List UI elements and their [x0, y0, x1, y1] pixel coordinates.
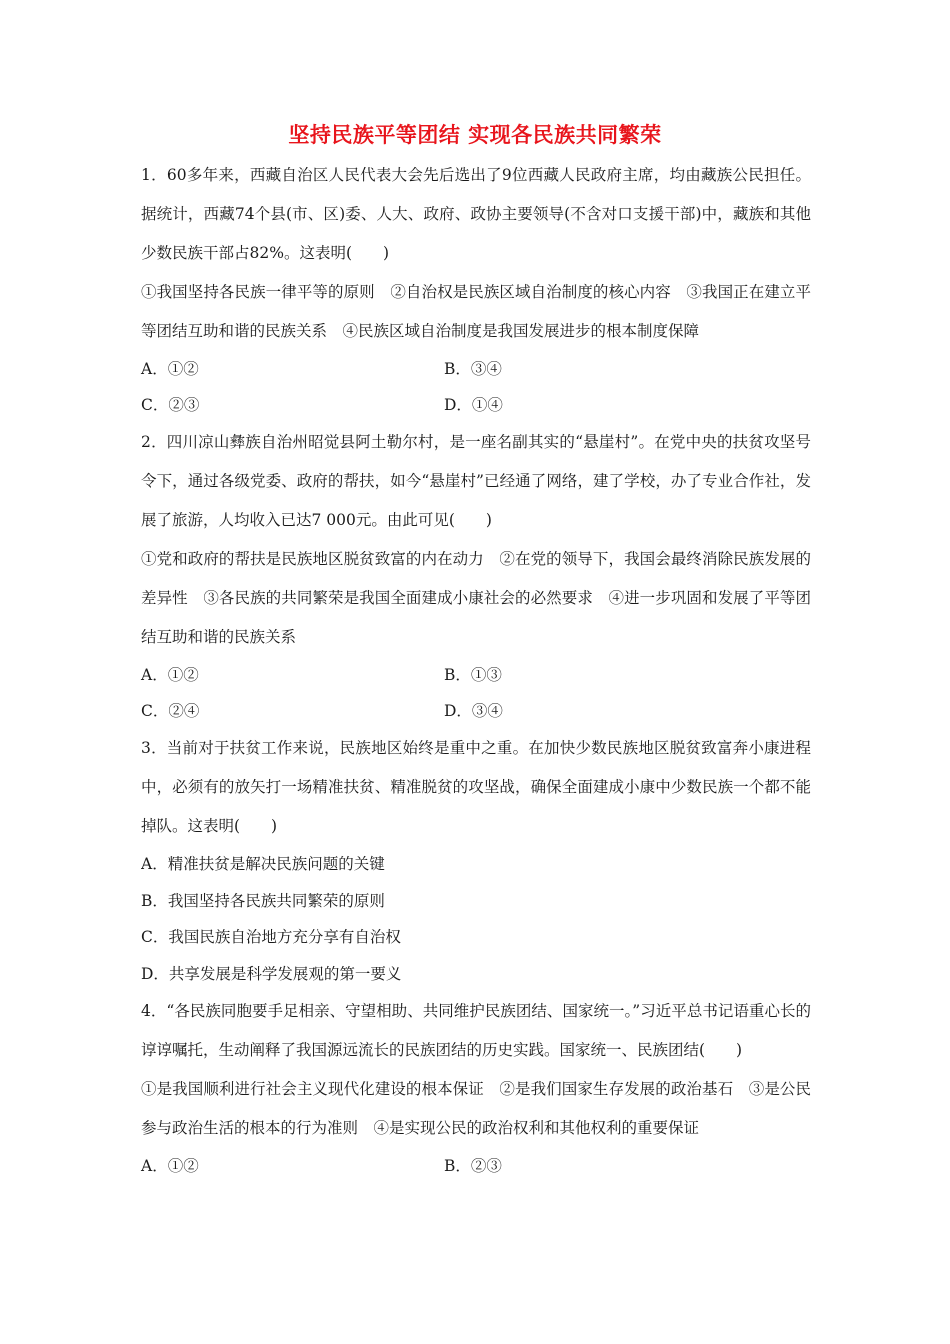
question-4 [141, 992, 811, 1184]
option-row [141, 693, 811, 729]
option-c[interactable]: C．②③ [141, 396, 200, 414]
option-d[interactable]: D．①④ [444, 396, 503, 414]
question-3 [141, 729, 811, 992]
question-statements: ①党和政府的帮扶是民族地区脱贫致富的内在动力 ②在党的领导下，我国会最终消除民族发展的差异性 ③各民族的共同繁荣是我国全面建成小康社会的必然要求 ④进一步巩固和发展了平等团结互助和谐的民族关系 [141, 550, 811, 646]
choice-b[interactable]: B．我国坚持各民族共同繁荣的原则 [141, 891, 385, 910]
option-row [141, 1148, 811, 1184]
option-a[interactable]: A．①② [141, 1157, 199, 1175]
option-b[interactable]: B．②③ [444, 1157, 502, 1175]
option-a[interactable]: A．①② [141, 666, 199, 684]
option-row [141, 387, 811, 423]
question-stem: 2．四川凉山彝族自治州昭觉县阿土勒尔村，是一座名副其实的“悬崖村”。在党中央的扶贫攻坚号令下，通过各级党委、政府的帮扶，如今“悬崖村”已经通了网络，建了学校，办了专业合作社，发展了旅游，人均收入已达7 000元。由此可见( ) [141, 433, 811, 529]
choice-c[interactable]: C．我国民族自治地方充分享有自治权 [141, 928, 401, 946]
option-row [141, 351, 811, 387]
question-stem: 1．60多年来，西藏自治区人民代表大会先后选出了9位西藏人民政府主席，均由藏族公民担任。据统计，西藏74个县(市、区)委、人大、政府、政协主要领导(不含对口支援干部)中，藏族和其他少数民族干部占82%。这表明( ) [141, 166, 811, 262]
choice-d[interactable]: D．共享发展是科学发展观的第一要义 [141, 964, 402, 983]
option-b[interactable]: B．③④ [444, 360, 502, 378]
page-title: 坚持民族平等团结 实现各民族共同繁荣 [288, 123, 662, 147]
question-statements: ①我国坚持各民族一律平等的原则 ②自治权是民族区域自治制度的核心内容 ③我国正在建立平等团结互助和谐的民族关系 ④民族区域自治制度是我国发展进步的根本制度保障 [141, 283, 811, 340]
option-a[interactable]: A．①② [141, 360, 199, 378]
question-list [141, 156, 811, 1184]
option-d[interactable]: D．③④ [444, 702, 503, 720]
question-stem: 4．“各民族同胞要手足相亲、守望相助、共同维护民族团结、国家统一。”习近平总书记语重心长的谆谆嘱托，生动阐释了我国源远流长的民族团结的历史实践。国家统一、民族团结( ) [141, 1002, 811, 1059]
question-statements: ①是我国顺利进行社会主义现代化建设的根本保证 ②是我们国家生存发展的政治基石 ③是公民参与政治生活的根本的行为准则 ④是实现公民的政治权利和其他权利的重要保证 [141, 1080, 811, 1137]
question-1 [141, 156, 811, 423]
option-c[interactable]: C．②④ [141, 702, 200, 720]
choice-a[interactable]: A．精准扶贫是解决民族问题的关键 [141, 855, 385, 873]
option-b[interactable]: B．①③ [444, 666, 502, 684]
question-stem: 3．当前对于扶贫工作来说，民族地区始终是重中之重。在加快少数民族地区脱贫致富奔小康进程中，必须有的放矢打一场精准扶贫、精准脱贫的攻坚战，确保全面建成小康中少数民族一个都不能掉队。这表明( ) [141, 739, 811, 835]
question-2 [141, 423, 811, 729]
option-row [141, 657, 811, 693]
